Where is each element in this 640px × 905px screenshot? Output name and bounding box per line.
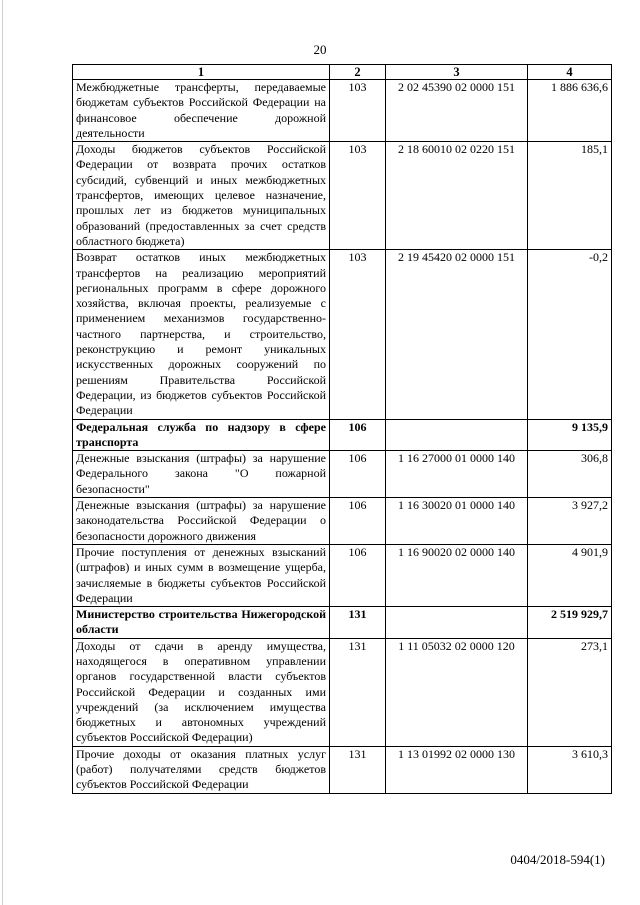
page-number: 20 — [313, 42, 327, 57]
row-kbk: 2 19 45420 02 0000 151 — [386, 250, 528, 419]
row-code: 131 — [330, 607, 386, 639]
column-header-4: 4 — [528, 65, 612, 80]
table-row — [73, 638, 612, 746]
row-kbk: 1 11 05032 02 0000 120 — [386, 638, 528, 746]
column-header-3: 3 — [386, 65, 528, 80]
row-code: 106 — [330, 544, 386, 606]
row-kbk: 1 16 90020 02 0000 140 — [386, 544, 528, 606]
row-name: Доходы бюджетов субъектов Российской Федерации от возврата прочих остатков субсидий, субвенций и иных межбюджетных трансфертов, имеющих целевое назначение, прошлых лет из бюджетов муниципальных образований (предоставленных за счет средств областного бюджета) — [73, 142, 330, 250]
section-name: Министерство строительства Нижегородской области — [73, 607, 330, 639]
table-row-section — [73, 419, 612, 451]
row-name: Денежные взыскания (штрафы) за нарушение Федерального закона "О пожарной безопасности" — [73, 451, 330, 498]
row-kbk: 2 02 45390 02 0000 151 — [386, 80, 528, 142]
column-header-1: 1 — [73, 65, 330, 80]
row-code: 103 — [330, 80, 386, 142]
row-name: Денежные взыскания (штрафы) за нарушение законодательства Российской Федерации о безопасности дорожного движения — [73, 498, 330, 545]
row-name: Прочие доходы от оказания платных услуг (работ) получателями средств бюджетов субъектов Российской Федерации — [73, 746, 330, 793]
table-row — [73, 142, 612, 250]
row-amount: 3 610,3 — [528, 746, 612, 793]
section-name: Федеральная служба по надзору в сфере транспорта — [73, 419, 330, 451]
column-header-2: 2 — [330, 65, 386, 80]
section-amount: 2 519 929,7 — [528, 607, 612, 639]
row-code: 103 — [330, 250, 386, 419]
row-name: Межбюджетные трансферты, передаваемые бюджетам субъектов Российской Федерации на финансовое обеспечение дорожной деятельности — [73, 80, 330, 142]
budget-table — [72, 64, 612, 794]
row-code: 106 — [330, 498, 386, 545]
table-row — [73, 746, 612, 793]
row-kbk — [386, 419, 528, 451]
table-header-row — [73, 65, 612, 80]
table-row — [73, 498, 612, 545]
row-code: 106 — [330, 419, 386, 451]
row-name: Прочие поступления от денежных взысканий (штрафов) и иных сумм в возмещение ущерба, зачисляемые в бюджеты субъектов Российской Федерации — [73, 544, 330, 606]
row-code: 103 — [330, 142, 386, 250]
row-code: 106 — [330, 451, 386, 498]
row-amount: 4 901,9 — [528, 544, 612, 606]
row-amount: 273,1 — [528, 638, 612, 746]
row-amount: -0,2 — [528, 250, 612, 419]
table-row — [73, 544, 612, 606]
page-edge — [2, 0, 3, 905]
table-row — [73, 80, 612, 142]
row-amount: 3 927,2 — [528, 498, 612, 545]
row-name: Доходы от сдачи в аренду имущества, находящегося в оперативном управлении органов государственной власти субъектов Российской Федерации и созданных ими учреждений (за исключением имущества бюджетных и автономных учреждений субъектов Российской Федерации) — [73, 638, 330, 746]
row-kbk — [386, 607, 528, 639]
section-amount: 9 135,9 — [528, 419, 612, 451]
row-kbk: 1 16 27000 01 0000 140 — [386, 451, 528, 498]
row-amount: 1 886 636,6 — [528, 80, 612, 142]
row-amount: 185,1 — [528, 142, 612, 250]
row-kbk: 2 18 60010 02 0220 151 — [386, 142, 528, 250]
row-kbk: 1 13 01992 02 0000 130 — [386, 746, 528, 793]
table-row — [73, 250, 612, 419]
row-kbk: 1 16 30020 01 0000 140 — [386, 498, 528, 545]
row-code: 131 — [330, 638, 386, 746]
document-id: 0404/2018-594(1) — [510, 852, 605, 867]
row-code: 131 — [330, 746, 386, 793]
table-row-section — [73, 607, 612, 639]
table-row — [73, 451, 612, 498]
row-amount: 306,8 — [528, 451, 612, 498]
row-name: Возврат остатков иных межбюджетных трансфертов на реализацию мероприятий региональных программ в сфере дорожного хозяйства, включая проекты, реализуемые с применением механизмов государственно-частного партнерства, и строительство, реконструкцию и ремонт уникальных искусственных дорожных сооружений по решениям Правительства Российской Федерации, из бюджетов субъектов Российской Федерации — [73, 250, 330, 419]
